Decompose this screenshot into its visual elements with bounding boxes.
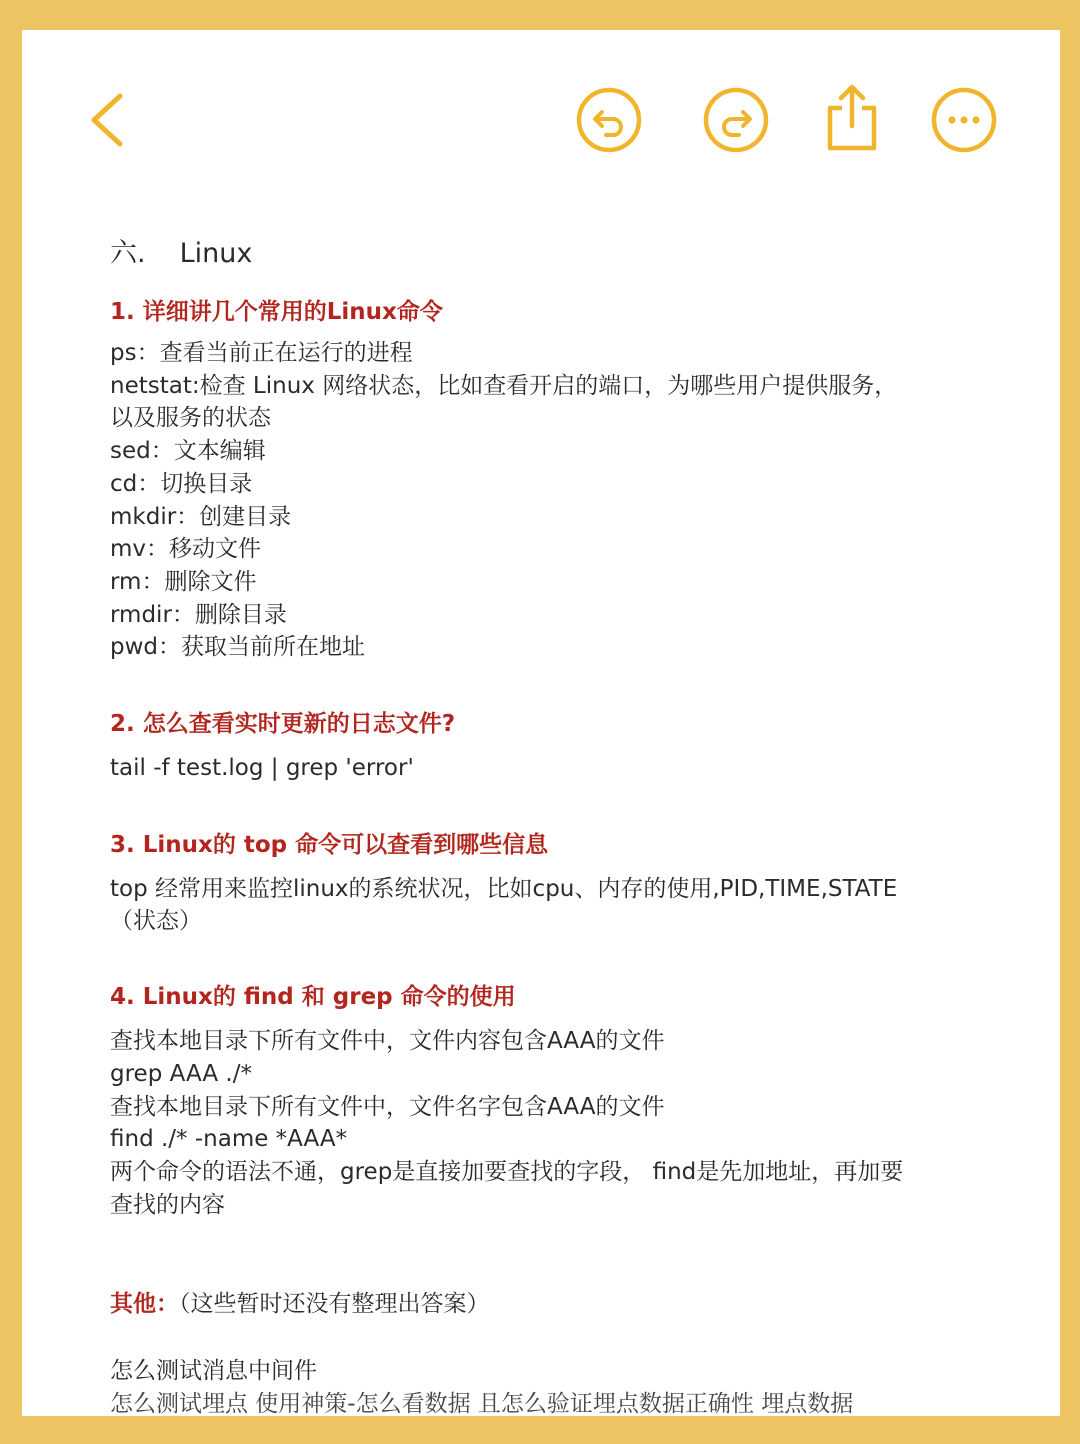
answer-line: 以及服务的状态 [110, 405, 271, 432]
answer-block [110, 1025, 990, 1221]
chevron-left-icon [84, 90, 134, 150]
question-title: 4. Linux的 find 和 grep 命令的使用 [110, 984, 516, 1011]
section-number: 六. [110, 238, 146, 269]
answer-line: 查找的内容 [110, 1191, 225, 1218]
other-note: （这些暂时还没有整理出答案） [179, 1291, 490, 1318]
note-page [22, 30, 1060, 1416]
answer-line: pwd：获取当前所在地址 [110, 634, 366, 661]
answer-line: rmdir：删除目录 [110, 601, 287, 628]
undo-button[interactable] [575, 86, 643, 154]
question-title: 1. 详细讲几个常用的Linux命令 [110, 299, 443, 325]
answer-line: （状态） [110, 908, 202, 935]
note-toolbar [22, 30, 1060, 210]
note-content [110, 230, 990, 1416]
answer-line: 两个命令的语法不通，grep是直接加要查找的字段， find是先加地址，再加要 [110, 1158, 904, 1185]
redo-button[interactable] [702, 86, 770, 154]
answer-line: top 经常用来监控linux的系统状况，比如cpu、内存的使用,PID,TIME,STATE [110, 875, 898, 902]
other-heading [110, 1288, 990, 1321]
section-heading [110, 236, 990, 272]
other-line: 怎么测试埋点 使用神策-怎么看数据 且怎么验证埋点数据正确性 埋点数据 [110, 1390, 854, 1416]
other-line: 怎么测试消息中间件 [110, 1358, 317, 1385]
answer-block [110, 752, 990, 785]
answer-line: 查找本地目录下所有文件中，文件内容包含AAA的文件 [110, 1028, 665, 1055]
question-title: 2. 怎么查看实时更新的日志文件? [110, 711, 456, 738]
share-button[interactable] [822, 82, 882, 154]
share-icon [822, 82, 882, 154]
answer-line: netstat:检查 Linux 网络状态，比如查看开启的端口，为哪些用户提供服务， [110, 372, 898, 399]
answer-line: grep AAA ./* [110, 1060, 252, 1087]
answer-line: 查找本地目录下所有文件中，文件名字包含AAA的文件 [110, 1093, 665, 1120]
answer-block [110, 873, 990, 938]
answer-line: find ./* -name *AAA* [110, 1126, 348, 1153]
answer-line: sed：文本编辑 [110, 438, 266, 465]
more-dots-icon [930, 86, 998, 154]
answer-line: tail -f test.log | grep 'error' [110, 755, 414, 782]
answer-block [110, 337, 990, 664]
other-list [110, 1355, 990, 1416]
redo-icon [702, 86, 770, 154]
answer-line: mv：移动文件 [110, 536, 262, 563]
answer-line: rm：删除文件 [110, 568, 257, 595]
section-name: Linux [179, 238, 253, 269]
answer-line: mkdir：创建目录 [110, 503, 292, 530]
back-button[interactable] [84, 90, 134, 150]
answer-line: cd：切换目录 [110, 470, 253, 497]
answer-line: ps：查看当前正在运行的进程 [110, 340, 413, 366]
other-label: 其他： [110, 1291, 179, 1318]
question-title: 3. Linux的 top 命令可以查看到哪些信息 [110, 831, 549, 858]
more-button[interactable] [930, 86, 998, 154]
undo-icon [575, 86, 643, 154]
